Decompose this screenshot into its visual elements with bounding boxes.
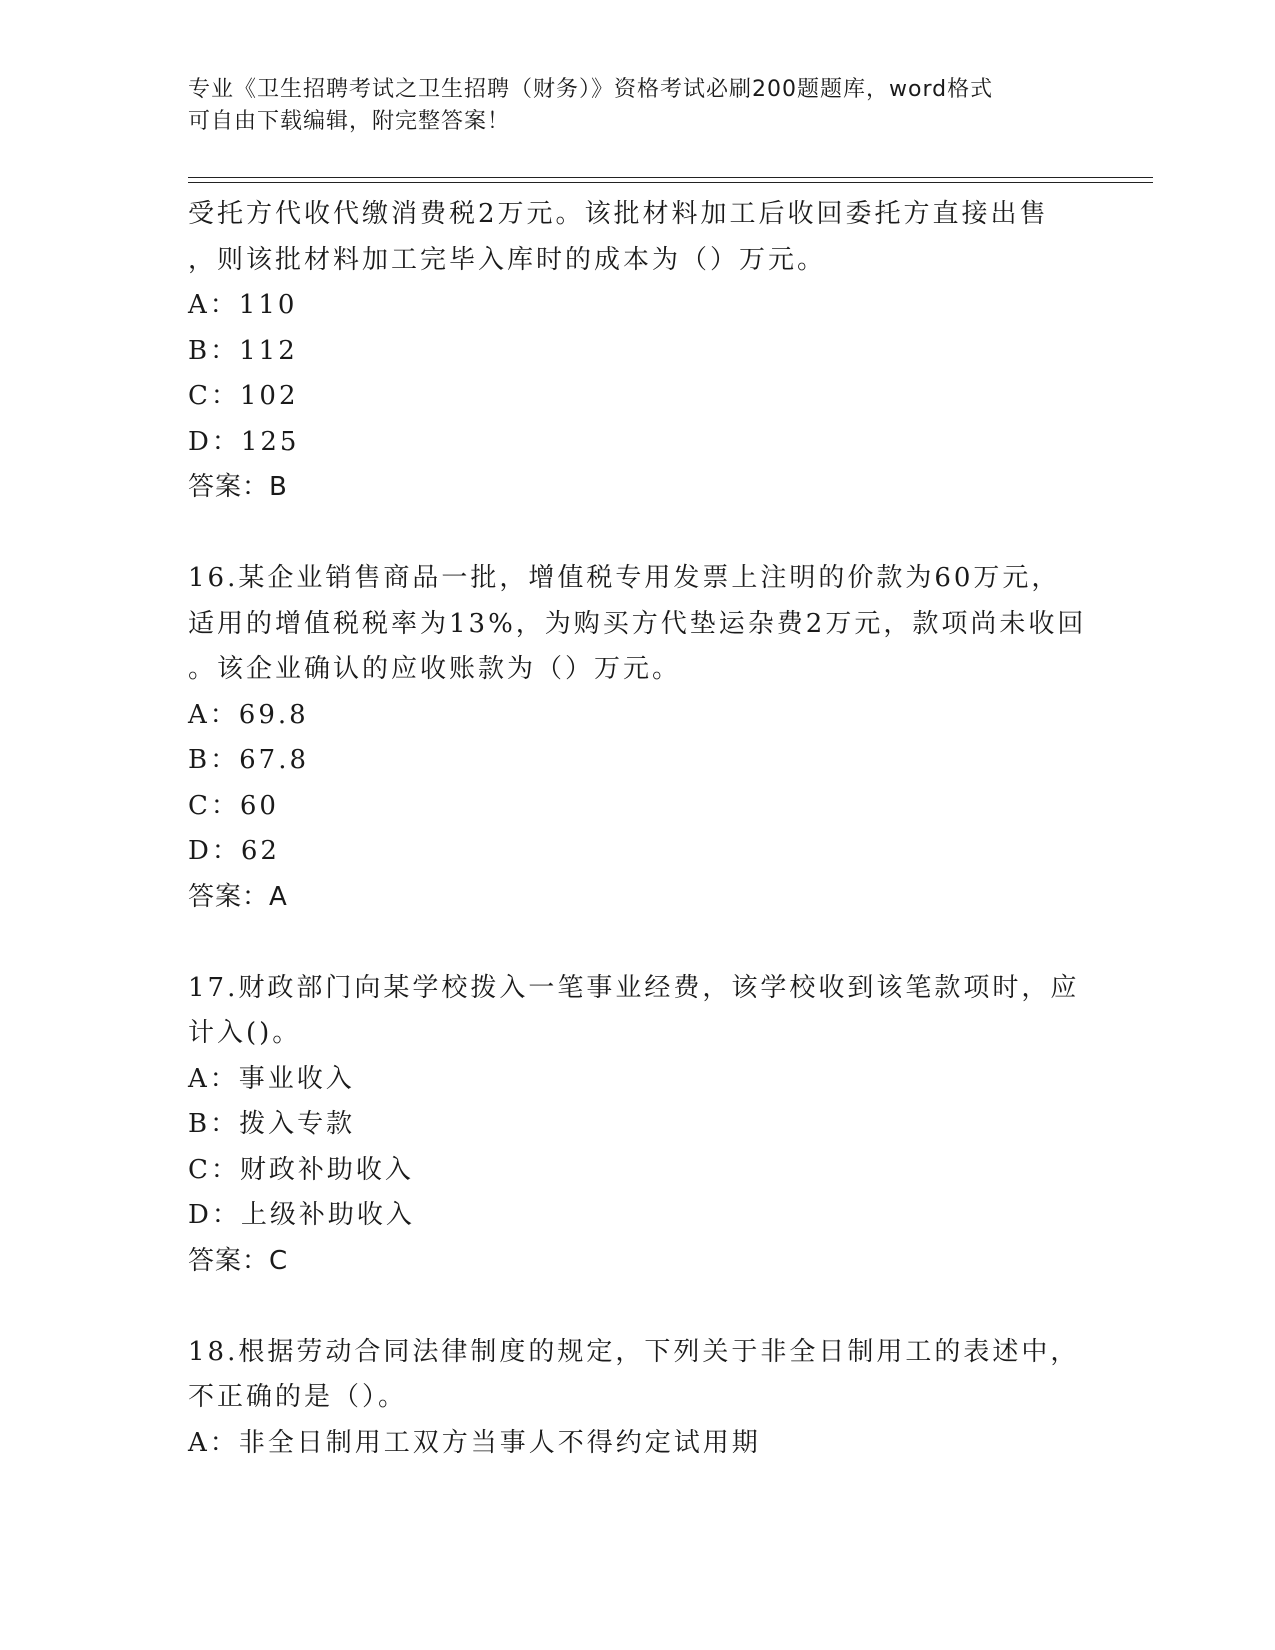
option-c: C：财政补助收入: [188, 1154, 414, 1185]
header-line-2: 可自由下载编辑，附完整答案！: [188, 109, 511, 134]
question-content: [188, 192, 1088, 1466]
question-text-line: 18.根据劳动合同法律制度的规定，下列关于非全日制用工的表述中，: [188, 1336, 1080, 1367]
question-text-line: ，则该批材料加工完毕入库时的成本为（）万元。: [188, 244, 827, 275]
option-a: A：110: [188, 290, 298, 320]
question-text-line: 适用的增值税税率为13%，为购买方代垫运杂费2万元，款项尚未收回: [188, 608, 1087, 639]
question-16: [188, 556, 1088, 920]
option-d: D：上级补助收入: [188, 1200, 415, 1230]
question-text-line: 16.某企业销售商品一批，增值税专用发票上注明的价款为60万元，: [188, 563, 1061, 593]
question-17: [188, 966, 1088, 1285]
header-line-1: 专业《卫生招聘考试之卫生招聘（财务）》资格考试必刷200题题库，word格式: [188, 77, 994, 102]
option-a: A：非全日制用工双方当事人不得约定试用期: [188, 1427, 761, 1458]
option-d: D：62: [188, 836, 280, 866]
question-text-line: 计入()。: [188, 1018, 302, 1048]
question-15-tail: [188, 192, 1088, 511]
option-a: A：事业收入: [188, 1063, 355, 1094]
header-rule-top: [188, 177, 1153, 178]
option-a: A：69.8: [188, 699, 309, 730]
option-d: D：125: [188, 426, 300, 457]
question-text-line: 受托方代收代缴消费税2万元。该批材料加工后收回委托方直接出售: [188, 199, 1049, 229]
option-b: B：拨入专款: [188, 1109, 356, 1139]
header-rule-bottom: [188, 182, 1153, 183]
spacer: [188, 1284, 1088, 1330]
option-b: B：67.8: [188, 745, 309, 775]
document-header: [188, 74, 1068, 138]
option-c: C：102: [188, 381, 299, 411]
question-text-line: 17.财政部门向某学校拨入一笔事业经费，该学校收到该笔款项时，应: [188, 972, 1080, 1003]
answer-line: 答案：C: [188, 1245, 289, 1276]
question-text-line: 不正确的是（）。: [188, 1382, 408, 1412]
option-c: C：60: [188, 790, 279, 821]
question-text-line: 。该企业确认的应收账款为（）万元。: [188, 654, 682, 684]
question-18: [188, 1330, 1088, 1467]
spacer: [188, 920, 1088, 966]
spacer: [188, 511, 1088, 557]
option-b: B：112: [188, 335, 298, 366]
answer-line: 答案：A: [188, 881, 288, 912]
answer-line: 答案：B: [188, 472, 288, 502]
